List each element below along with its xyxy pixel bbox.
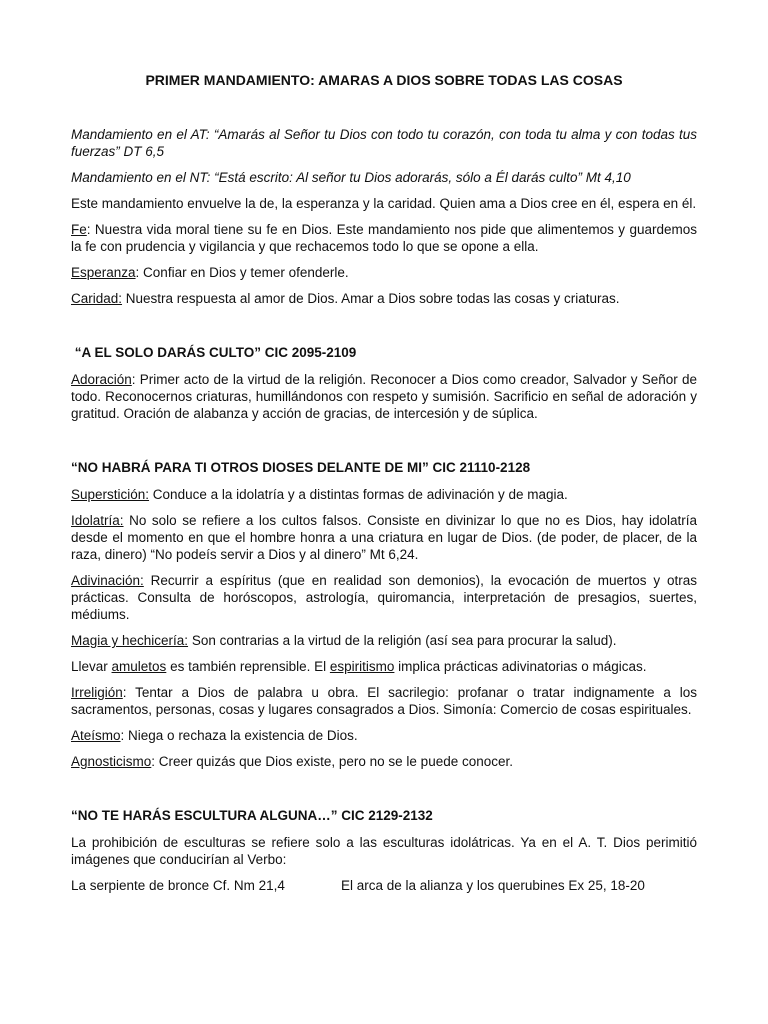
examples-row [71, 877, 697, 894]
idolatria-text: No solo se refiere a los cultos falsos. Consiste en divinizar lo que no es Dios, hay idolatría desde el momento en que el hombre honra a una criatura en lugar de Dios. (de poder, de placer, de la raza, dinero) “No podeís servir a Dios y al dinero” Mt 6,24. [71, 513, 697, 562]
agnosticismo-term: Agnosticismo [71, 754, 152, 769]
esperanza-term: Esperanza [71, 265, 136, 280]
magia-term: Magia y hechicería: [71, 633, 189, 648]
idolatria-paragraph [71, 512, 697, 563]
agnosticismo-paragraph [71, 753, 697, 770]
supersticion-text: Conduce a la idolatría y a distintas formas de adivinación y de magia. [149, 487, 568, 502]
section-heading-solo-culto: “A EL SOLO DARÁS CULTO” CIC 2095-2109 [71, 345, 357, 360]
adivinacion-paragraph [71, 572, 697, 623]
document-body [71, 72, 697, 894]
adoracion-paragraph [71, 371, 697, 422]
ateismo-term: Ateísmo [71, 728, 121, 743]
adivinacion-term: Adivinación: [71, 573, 144, 588]
section-heading-otros-dioses: “NO HABRÁ PARA TI OTROS DIOSES DELANTE DE MI” CIC 21110-2128 [71, 460, 531, 475]
ateismo-text: : Niega o rechaza la existencia de Dios. [120, 728, 358, 743]
magia-text: Son contrarias a la virtud de la religión (así sea para procurar la salud). [188, 633, 617, 648]
adivinacion-text: Recurrir a espíritus (que en realidad son demonios), la evocación de muertos y otras prácticas. Consulta de horóscopos, astrología, quiromancia, interpretación de presagios, suertes, médiums. [71, 573, 697, 622]
fe-term: Fe [71, 222, 87, 237]
amuletos-term: amuletos [111, 659, 167, 674]
supersticion-term: Superstición: [71, 487, 150, 502]
section-heading-escultura: “NO TE HARÁS ESCULTURA ALGUNA…” CIC 2129-2132 [71, 808, 433, 823]
example-arca: El arca de la alianza y los querubines Ex 25, 18-20 [341, 878, 645, 893]
supersticion-paragraph [71, 486, 697, 503]
esperanza-paragraph [71, 264, 697, 281]
espiritismo-term: espiritismo [329, 659, 395, 674]
caridad-paragraph [71, 290, 697, 307]
amuletos-mid: es también reprensible. El [166, 659, 330, 674]
irreligion-term: Irreligión [71, 685, 123, 700]
envuelve-paragraph: Este mandamiento envuelve la de, la esperanza y la caridad. Quien ama a Dios cree en él, espera en él. [71, 196, 697, 211]
adoracion-term: Adoración [71, 372, 132, 387]
idolatria-term: Idolatría: [71, 513, 124, 528]
caridad-term: Caridad: [71, 291, 123, 306]
prohibicion-paragraph: La prohibición de esculturas se refiere solo a las esculturas idolátricas. Ya en el A. T. Dios perimitió imágenes que conducirían al Verbo: [71, 835, 697, 867]
document-title: PRIMER MANDAMIENTO: AMARAS A DIOS SOBRE TODAS LAS COSAS [145, 72, 623, 88]
irreligion-text: : Tentar a Dios de palabra u obra. El sacrilegio: profanar o tratar indignamente a los sacramentos, personas, cosas y lugares consagrados a Dios. Simonía: Comercio de cosas espirituales. [71, 685, 697, 717]
amuletos-paragraph [71, 658, 697, 675]
agnosticismo-text: : Creer quizás que Dios existe, pero no se le puede conocer. [151, 754, 514, 769]
mandamiento-nt: Mandamiento en el NT: “Está escrito: Al señor tu Dios adorarás, sólo a Él darás culto” Mt 4,10 [71, 170, 631, 185]
adoracion-text: : Primer acto de la virtud de la religión. Reconocer a Dios como creador, Salvador y Señor de todo. Reconocernos criaturas, humillándonos con respeto y sumisión. Sacrificio en señal de adoración y gratitud. Oración de alabanza y acción de gracias, de intercesión y de súplica. [71, 372, 697, 421]
fe-paragraph [71, 221, 697, 255]
caridad-text: Nuestra respuesta al amor de Dios. Amar a Dios sobre todas las cosas y criaturas. [122, 291, 620, 306]
esperanza-text: : Confiar en Dios y temer ofenderle. [135, 265, 349, 280]
mandamiento-at: Mandamiento en el AT: “Amarás al Señor tu Dios con todo tu corazón, con toda tu alma y con todas tus fuerzas” DT 6,5 [71, 127, 697, 159]
irreligion-paragraph [71, 684, 697, 718]
ateismo-paragraph [71, 727, 697, 744]
amuletos-pre: Llevar [71, 659, 112, 674]
example-serpiente: La serpiente de bronce Cf. Nm 21,4 [71, 878, 285, 893]
amuletos-post: implica prácticas adivinatorias o mágicas. [394, 659, 647, 674]
magia-paragraph [71, 632, 697, 649]
fe-text: : Nuestra vida moral tiene su fe en Dios. Este mandamiento nos pide que alimentemos y guardemos la fe con prudencia y vigilancia y que rechacemos todo lo que se opone a ella. [71, 222, 697, 254]
